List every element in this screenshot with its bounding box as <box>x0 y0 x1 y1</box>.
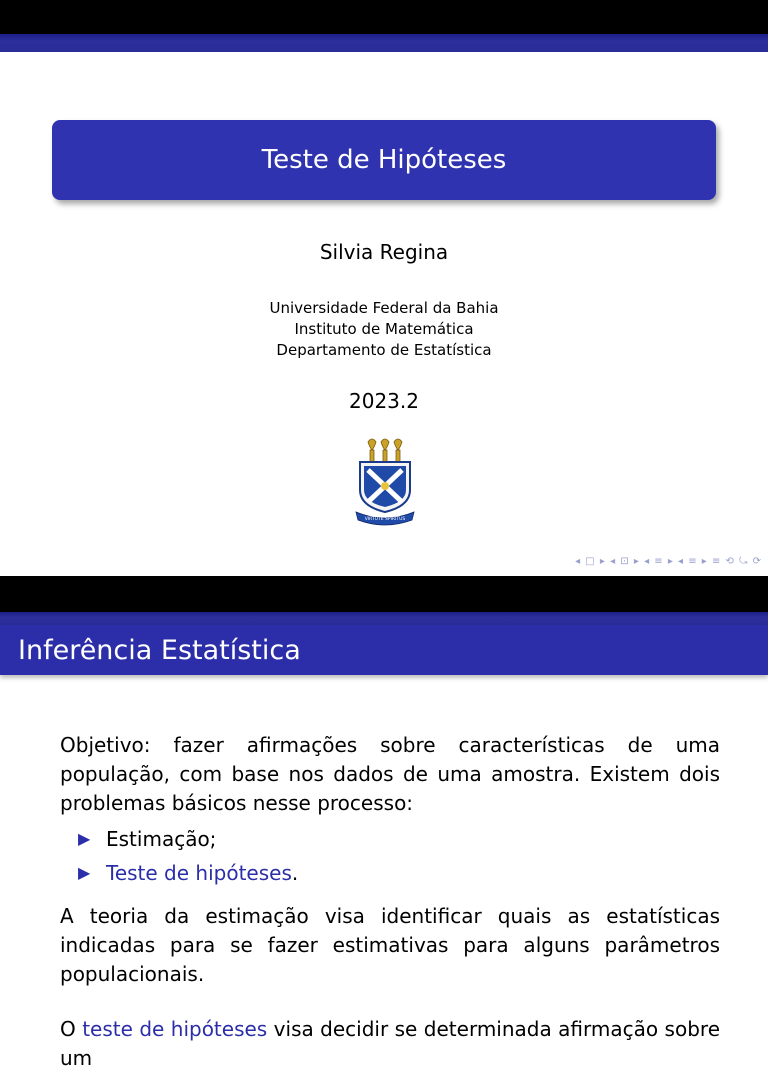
content-slide <box>0 576 768 1070</box>
svg-text:VIRTUTE SPIRITUS: VIRTUTE SPIRITUS <box>364 517 406 522</box>
list-item <box>78 856 720 890</box>
estimation-paragraph: A teoria da estimação visa identificar quais as estatísticas indicadas para se fazer estimativas para alguns parâmetros populacionais. <box>60 904 720 986</box>
date: 2023.2 <box>349 389 419 413</box>
top-bar <box>0 0 768 34</box>
test-paragraph <box>60 1015 720 1073</box>
hypothesis-test-link[interactable]: teste de hipóteses <box>82 1017 268 1041</box>
intro-paragraph: Objetivo: fazer afirmações sobre características de uma população, com base nos dados de uma amostra. Existem dois problemas básicos nesse processo: <box>60 733 720 815</box>
triangle-bullet-icon: ▶ <box>78 829 91 848</box>
beamer-navigation[interactable]: ◂ □ ▸ ◂ ⊡ ▸ ◂ ≡ ▸ ◂ ≡ ▸ ≡ ⟲ ⤿ ⟳ <box>575 556 762 567</box>
ufba-logo-icon <box>354 436 416 528</box>
test-paragraph-prefix: O <box>60 1017 83 1041</box>
slide-content <box>60 731 720 1073</box>
bullet-text: Estimação; <box>106 827 217 851</box>
title-box <box>52 120 716 200</box>
institution-block <box>0 298 768 361</box>
bullet-suffix: . <box>291 861 299 885</box>
institution-institute: Instituto de Matemática <box>294 320 474 338</box>
hypothesis-test-link[interactable]: Teste de hipóteses <box>106 861 292 885</box>
top-bar <box>0 576 768 612</box>
frame-title: Inferência Estatística <box>18 634 301 666</box>
author: Silvia Regina <box>319 240 449 264</box>
institution-university: Universidade Federal da Bahia <box>269 299 499 317</box>
list-item <box>78 822 720 856</box>
top-accent-bar <box>0 34 768 52</box>
institution-department: Departamento de Estatística <box>276 341 492 359</box>
triangle-bullet-icon: ▶ <box>78 863 91 882</box>
top-accent-bar <box>0 612 768 625</box>
bullet-list <box>78 822 720 890</box>
test-paragraph-text: visa decidir se determinada afirmação sobre um <box>60 1017 720 1070</box>
frame-title-bar <box>0 625 768 675</box>
presentation-title: Teste de Hipóteses <box>261 145 507 175</box>
